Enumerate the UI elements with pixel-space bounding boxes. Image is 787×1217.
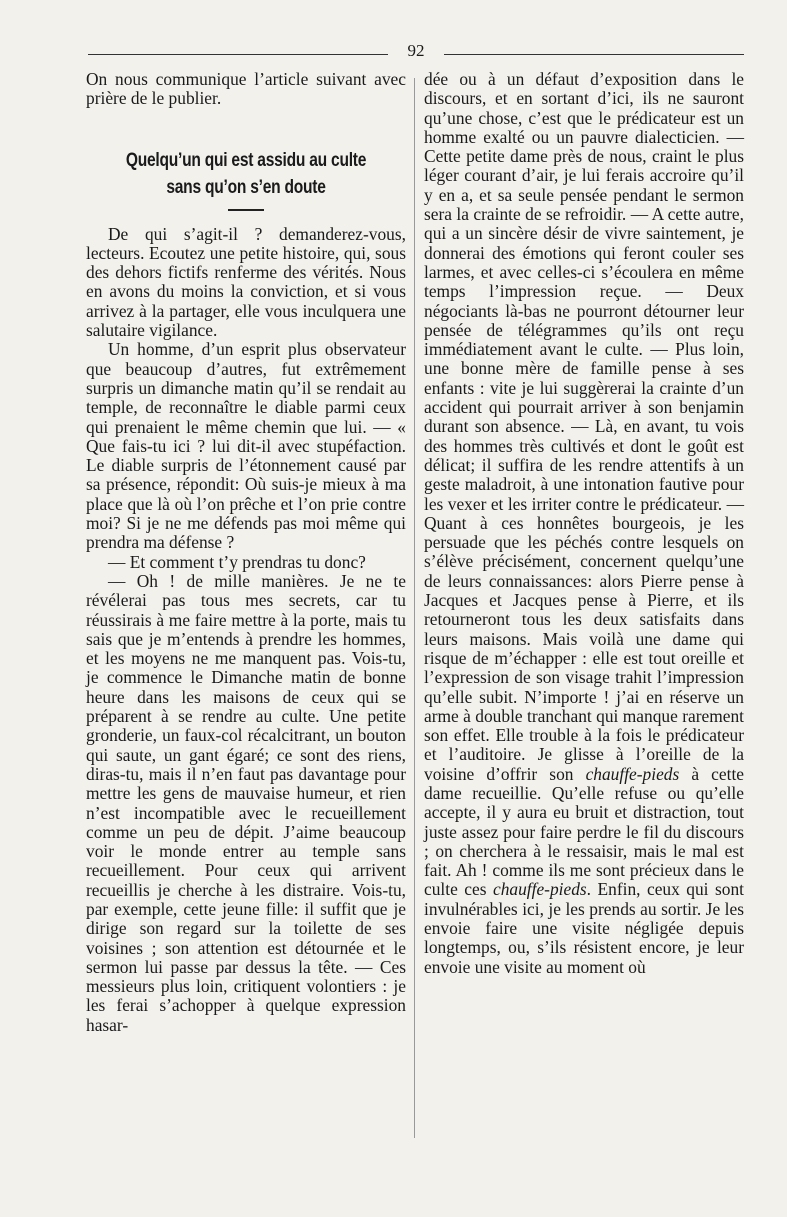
intro-note: On nous communique l’article suivant avec prière de le publier.: [86, 69, 406, 109]
text-segment: . Enfin, ceux qui sont invulnérables ici, je les prends au sortir. Je les envoie faire une visite négligée depuis longtemps, ou, s’ils résistent encore, je leur envoie une visite au moment où: [424, 879, 744, 977]
continued-paragraph: [424, 70, 744, 977]
header-rule-right: [444, 54, 744, 55]
paragraph: — Et comment t’y prendras tu donc?: [108, 551, 366, 572]
text-segment: dée ou à un défaut d’exposition dans le discours, et en sortant d’ici, ils ne sauront qu’une chose, c’est que le prédicateur est un homme exalté ou un pauvre dialecticien. — Cette petite dame près de nous, craint le plus léger courant d’air, je lui ferais accroire qu’il y en a, et sa seule pensée pendant le sermon sera la crainte de se refroidir. — A cette autre, qui a un sincère désir de vivre saintement, je donnerai des émotions qui feront couler ses larmes, et avec celles-ci s’écoulera en même temps l’impression reçue. — Deux négociants là-bas ne pourront détourner leur pensée de télégrammes qu’ils ont reçu immédiatement avant le culte. — Plus loin, une bonne mère de famille pense à ses enfants : vite je lui suggèrerai la crainte d’un accident qui pourrait arriver à son benjamin durant son absence. — Là, en avant, tu vois des hommes très cultivés et dont le goût est délicat; il suffira de les rendre attentifs à un geste maladroit, à une intonation fautive pour les vexer et les irriter contre le prédicateur. — Quant à ces honnêtes bourgeois, je les persuade que les péchés contre lesquels on s’élève précisément, concernent quelqu’une de leurs connaissances: alors Pierre pense à Jacques et Jacques pense à Pierre, et ils retourneront tous les deux satisfaits dans leurs maisons. Mais voilà une dame qui risque de m’échapper : elle est tout oreille et l’expression de son visage trahit l’impression qu’elle subit. N’importe ! j’ai en réserve un arme à double tranchant qui manque rarement son effet. Elle trouble à la fois le prédicateur et l’auditoire. Je glisse à l’oreille de la voisine d’offrir son: [424, 69, 744, 784]
page-header: [88, 40, 744, 68]
page-number: 92: [407, 41, 425, 60]
left-column: [86, 70, 406, 1035]
paragraph: De qui s’agit-il ? demanderez-vous, lecteurs. Ecoutez une petite histoire, qui, sous des dehors fictifs renferme des vérités. Nous en avons du moins la conviction, et si vous arrivez à la partager, elle vous inculquera une salutaire vigilance.: [86, 223, 406, 341]
italic-term: chauffe-pieds: [585, 763, 680, 784]
italic-term: chauffe-pieds: [492, 879, 587, 900]
text-segment: à cette dame recueillie. Qu’elle refuse ou qu’elle accepte, il y aura eu bruit et distraction, tout juste assez pour faire perdre le fil du discours ; on cherchera à le ressaisir, mais le mal est fait. Ah ! comme ils me sont précieux dans le culte ces: [424, 763, 744, 900]
paragraph: Un homme, d’un esprit plus observateur que beaucoup d’autres, fut extrêmement surpris un dimanche matin qu’il se rendait au temple, de reconnaître le diable parmi ceux qui prenaient le même chemin que lui. — « Que fais-tu ici ? lui dit-il avec stupéfaction. Le diable surpris de l’étonnement causé par sa présence, répondit: Où suis-je mieux à ma place que là où l’on prêche et l’on prie contre moi? Si je ne me défends pas moi même qui prendra ma défense ?: [86, 339, 406, 553]
article-title: Quelqu’un qui est assidu au culte sans qu’on s’en doute: [125, 149, 367, 198]
right-column: [424, 70, 744, 977]
paragraph: — Oh ! de mille manières. Je ne te révélerai pas tous mes secrets, car tu réussirais à me faire mettre à la porte, mais tu sais que je m’entends à prendre les hommes, et les moyens ne me manquent pas. Vois-tu, je commence le Dimanche matin de bonne heure dans les maisons de ceux qui se préparent à se rendre au culte. Une petite gronderie, un faux-col récalcitrant, un bouton qui saute, un gant égaré; ce sont des riens, diras-tu, mais il n’en faut pas davantage pour mettre les gens de mauvaise humeur, et rien n’est incompatible avec le recueillement comme un peu de dépit. J’aime beaucoup voir le monde entrer au temple sans recueillement. Pour ceux qui arrivent recueillis je cherche à les distraire. Vois-tu, par exemple, cette jeune fille: il suffit que je dirige son regard sur la toilette de ses voisines ; son attention est détournée et le sermon lui passe par dessus la tête. — Ces messieurs plus loin, critiquent volontiers : je les ferai s’achopper à quelque expression hasar-: [86, 570, 406, 1035]
title-rule: [228, 209, 264, 211]
column-divider: [414, 78, 415, 1138]
